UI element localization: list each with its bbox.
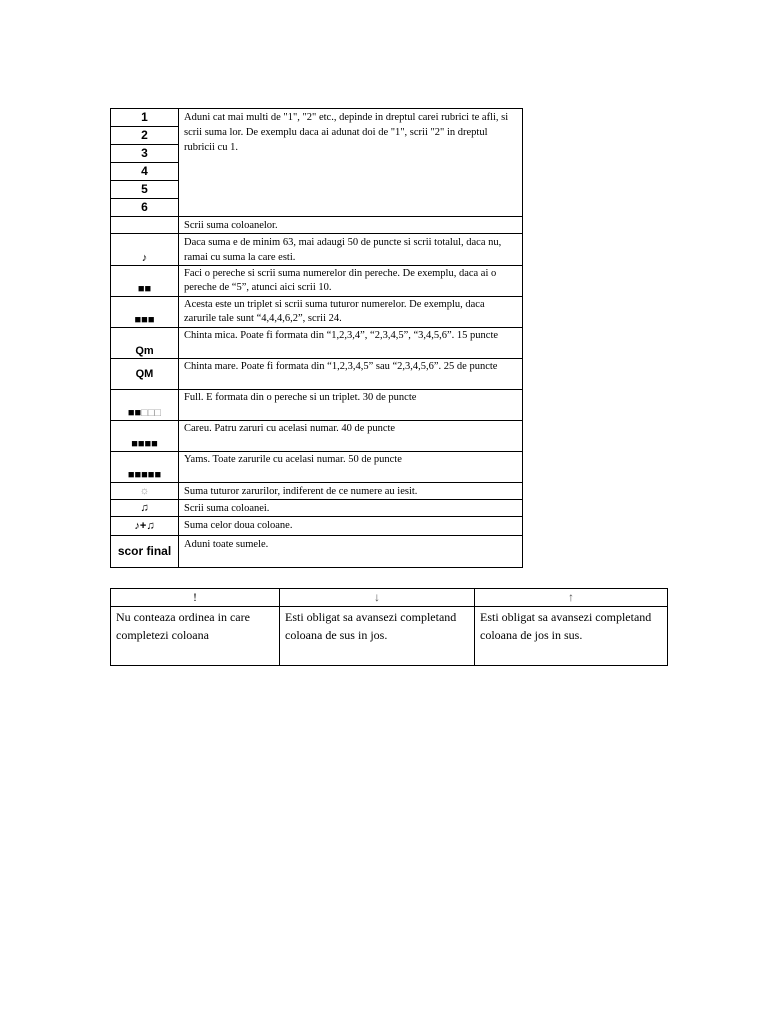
full-triplet-icon: □□□ (141, 407, 162, 419)
table-row (111, 536, 523, 568)
free-order-text: Nu conteaza ordinea in care completezi coloana (111, 607, 280, 666)
table-row (111, 500, 523, 517)
row-symbol-empty (111, 217, 179, 234)
four-of-a-kind-icon: ■■■■ (111, 421, 179, 452)
bonus-note-icon: ♪ (111, 234, 179, 266)
pair-icon: ■■ (111, 266, 179, 297)
yams-icon: ■■■■■ (111, 452, 179, 483)
table-row (111, 234, 523, 266)
double-note-icon: ♫ (111, 500, 179, 517)
row-description: Suma celor doua coloane. (179, 517, 523, 536)
table-row (111, 390, 523, 421)
table-row (111, 483, 523, 500)
number-1: 1 (111, 109, 178, 127)
scoring-rules-table (110, 108, 523, 568)
table-row (111, 217, 523, 234)
small-straight-label: Qm (111, 328, 179, 359)
combined-notes-icon: ♪+♫ (111, 517, 179, 536)
row-description: Chinta mare. Poate fi formata din “1,2,3,4,5” sau “2,3,4,5,6”. 25 de puncte (179, 359, 523, 390)
row-description: Careu. Patru zaruri cu acelasi numar. 40 de puncte (179, 421, 523, 452)
number-4: 4 (111, 163, 178, 181)
full-house-icon (111, 390, 179, 421)
top-down-text: Esti obligat sa avansezi completand coloana de sus in jos. (280, 607, 475, 666)
bottom-up-text: Esti obligat sa avansezi completand coloana de jos in sus. (475, 607, 668, 666)
number-5: 5 (111, 181, 178, 199)
arrow-up-icon: ↑ (475, 589, 668, 607)
table-row (111, 517, 523, 536)
row-description: Aduni toate sumele. (179, 536, 523, 568)
table-row (111, 607, 668, 666)
final-score-label: scor final (111, 536, 179, 568)
table-row (111, 266, 523, 297)
table-row (111, 328, 523, 359)
number-2: 2 (111, 127, 178, 145)
column-order-table (110, 588, 668, 666)
sun-icon: ☼ (111, 483, 179, 500)
row-description: Acesta este un triplet si scrii suma tuturor numerelor. De exemplu, daca zarurile tale sunt “4,4,4,6,2”, scrii 24. (179, 297, 523, 328)
table-row (111, 297, 523, 328)
row-description: Chinta mica. Poate fi formata din “1,2,3,4”, “2,3,4,5”, “3,4,5,6”. 15 puncte (179, 328, 523, 359)
large-straight-label: QM (111, 359, 179, 390)
full-pair-icon: ■■ (127, 407, 142, 419)
triplet-icon: ■■■ (111, 297, 179, 328)
row-description: Scrii suma coloanelor. (179, 217, 523, 234)
number-3: 3 (111, 145, 178, 163)
row-description: Faci o pereche si scrii suma numerelor din pereche. De exemplu, daca ai o pereche de “5”, atunci aici scrii 10. (179, 266, 523, 297)
row-description: Full. E formata din o pereche si un triplet. 30 de puncte (179, 390, 523, 421)
table-row (111, 452, 523, 483)
numbers-description: Aduni cat mai multi de "1", "2" etc., depinde in dreptul carei rubrici te afli, si scrii suma lor. De exemplu daca ai adunat doi de "1", scrii "2" in dreptul rubricii cu 1. (179, 109, 523, 217)
table-row (111, 421, 523, 452)
number-6: 6 (141, 200, 148, 214)
table-row-header (111, 589, 668, 607)
row-description: Suma tuturor zarurilor, indiferent de ce numere au iesit. (179, 483, 523, 500)
row-description: Yams. Toate zarurile cu acelasi numar. 50 de puncte (179, 452, 523, 483)
arrow-down-icon: ↓ (280, 589, 475, 607)
header-exclamation: ! (111, 589, 280, 607)
row-description: Scrii suma coloanei. (179, 500, 523, 517)
numbers-cell (111, 109, 179, 217)
table-row (111, 359, 523, 390)
table-row-numbers (111, 109, 523, 217)
row-description: Daca suma e de minim 63, mai adaugi 50 de puncte si scrii totalul, daca nu, ramai cu suma la care esti. (179, 234, 523, 266)
